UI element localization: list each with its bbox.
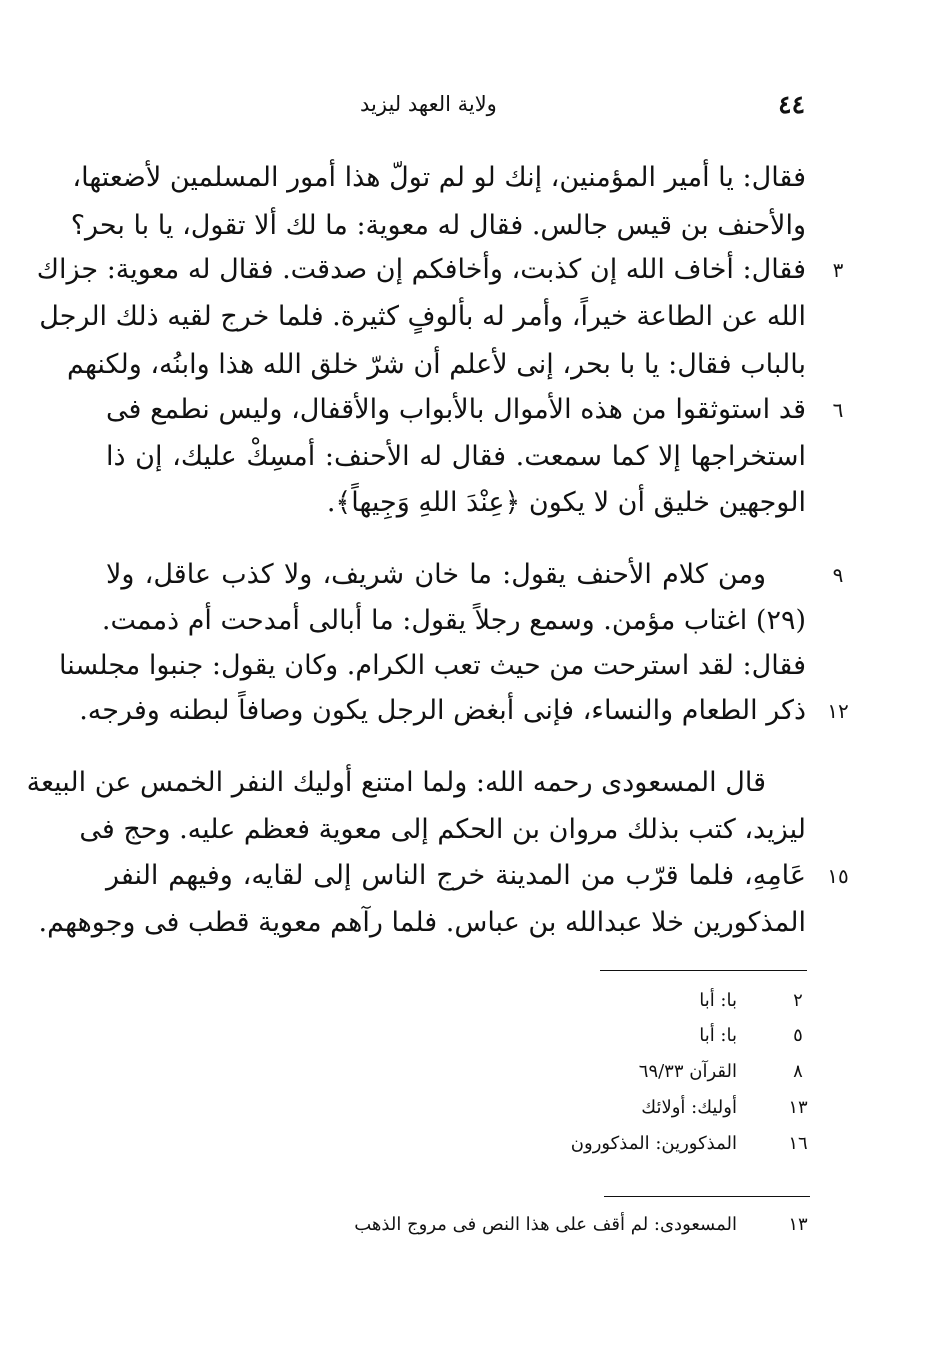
line-number: ٦ (832, 398, 844, 422)
apparatus-line-number: ٥ (793, 1025, 803, 1046)
page-header (360, 92, 805, 132)
body-line: فقال: يا أمير المؤمنين، إنك لو لم تولّ هذا أمور المسلمين لأضعتها، (72, 162, 806, 193)
body-line: (٢٩) اغتاب مؤمن. وسمع رجلاً يقول: ما أبالى أمدحت أم ذممت. (101, 605, 806, 636)
footnote-text: المسعودى: لم أقف على هذا النص فى مروج الذهب (354, 1214, 737, 1235)
line-number: ١٢ (827, 699, 849, 723)
body-line: ومن كلام الأحنف يقول: ما خان شريف، ولا كذب عاقل، ولا (106, 559, 766, 590)
body-line: بالباب فقال: يا با بحر، إنى لأعلم أن شرّ خلق الله هذا وابنُه، ولكنهم (67, 349, 806, 380)
body-line: قد استوثقوا من هذه الأموال بالأبواب والأقفال، وليس نطمع فى (106, 394, 806, 425)
apparatus-line-number: ١٦ (788, 1133, 808, 1154)
apparatus-line-number: ٢ (793, 990, 803, 1011)
apparatus-note: القرآن ٦٩/٣٣ (638, 1061, 737, 1082)
body-line: فقال: لقد استرحت من حيث تعب الكرام. وكان يقول: جنبوا مجلسنا (58, 650, 806, 681)
line-number: ١٥ (827, 864, 849, 888)
body-line: عَامِهِ، فلما قرّب من المدينة خرج الناس إلى لقايه، وفيهم النفر (106, 860, 806, 891)
apparatus-note: با: أبا (699, 990, 737, 1011)
page-number: ٤٤ (778, 90, 805, 119)
apparatus-rule (600, 970, 807, 971)
apparatus-line-number: ٨ (793, 1061, 803, 1082)
apparatus-note: أوليك: أولائك (641, 1097, 737, 1118)
body-line: استخراجها إلا كما سمعت. فقال له الأحنف: أمسِكْ عليك، إن ذا (106, 441, 806, 472)
footnote-line-number: ١٣ (788, 1214, 808, 1235)
body-line: المذكورين خلا عبدالله بن عباس. فلما رآهم معوية قطب فى وجوههم. (38, 907, 806, 938)
running-title: ولاية العهد ليزيد (360, 92, 497, 116)
apparatus-note: المذكورين: المذكورون (570, 1133, 737, 1154)
footnote-rule (604, 1196, 810, 1197)
body-line: الله عن الطاعة خيراً، وأمر له بألوفٍ كثيرة. فلما خرج لقيه ذلك الرجل (39, 301, 806, 332)
body-line: والأحنف بن قيس جالس. فقال له معوية: ما لك ألا تقول، يا با بحر؟ (70, 210, 806, 241)
body-line: فقال: أخاف الله إن كذبت، وأخافكم إن صدقت. فقال له معوية: جزاك (36, 254, 806, 285)
line-number: ٣ (832, 258, 844, 282)
body-line: الوجهين خليق أن لا يكون ﴿عِنْدَ اللهِ وَجِيهاً﴾. (326, 487, 806, 518)
body-line: ذكر الطعام والنساء، فإنى أبغض الرجل يكون وصافاً لبطنه وفرجه. (79, 695, 806, 726)
apparatus-line-number: ١٣ (788, 1097, 808, 1118)
apparatus-note: با: أبا (699, 1025, 737, 1046)
body-line: قال المسعودى رحمه الله: ولما امتنع أوليك النفر الخمس عن البيعة (26, 767, 766, 798)
body-line: ليزيد، كتب بذلك مروان بن الحكم إلى معوية فعظم عليه. وحج فى (79, 814, 806, 845)
line-number: ٩ (832, 563, 844, 587)
